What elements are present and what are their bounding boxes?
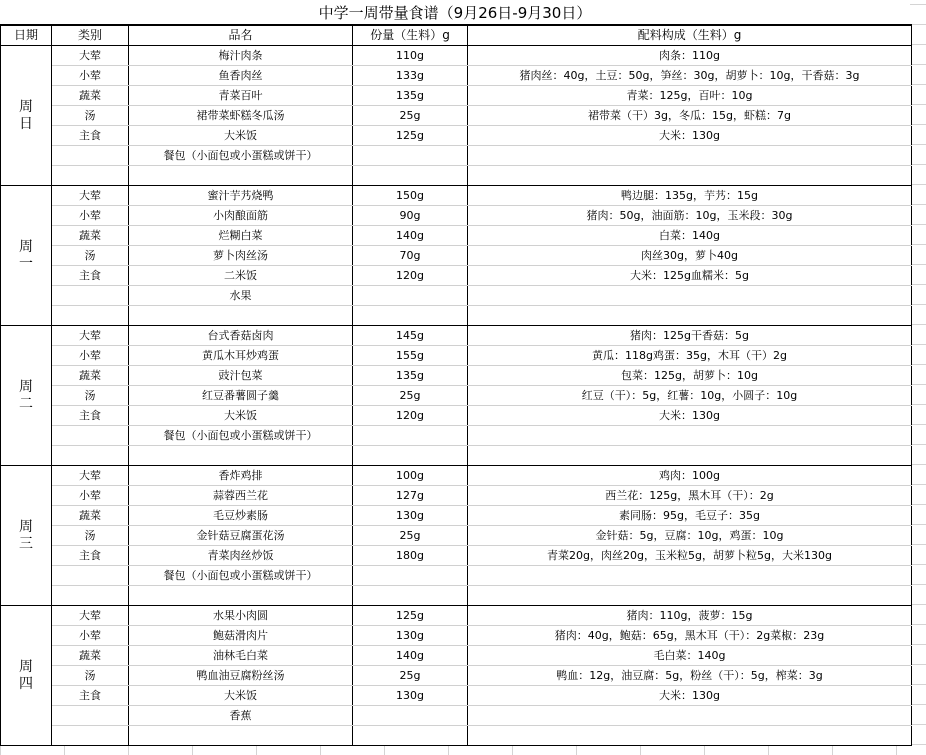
type-cell[interactable]: 主食: [52, 546, 129, 566]
type-cell[interactable]: 主食: [52, 126, 129, 146]
qty-cell[interactable]: 145g: [353, 326, 468, 346]
table-row: [1, 606, 912, 626]
type-cell[interactable]: 蔬菜: [52, 646, 129, 666]
name-cell[interactable]: 油林毛白菜: [129, 646, 353, 666]
table-row: [1, 246, 912, 266]
qty-cell[interactable]: [353, 166, 468, 186]
type-cell[interactable]: 小荤: [52, 626, 129, 646]
table-row: [1, 166, 912, 186]
qty-cell[interactable]: 25g: [353, 106, 468, 126]
ingredients-cell[interactable]: [468, 726, 912, 746]
type-cell[interactable]: [52, 286, 129, 306]
menu-body: [1, 46, 912, 746]
qty-cell[interactable]: [353, 726, 468, 746]
day-cell[interactable]: 周三: [1, 466, 52, 606]
ingredients-cell[interactable]: [468, 146, 912, 166]
table-row: [1, 666, 912, 686]
table-row: [1, 86, 912, 106]
name-cell[interactable]: 水果: [129, 286, 353, 306]
day-cell[interactable]: 周四: [1, 606, 52, 746]
table-row: [1, 686, 912, 706]
type-cell[interactable]: 汤: [52, 246, 129, 266]
name-cell[interactable]: 烂糊白菜: [129, 226, 353, 246]
type-cell[interactable]: 小荤: [52, 346, 129, 366]
qty-cell[interactable]: 180g: [353, 546, 468, 566]
qty-cell[interactable]: [353, 586, 468, 606]
type-cell[interactable]: [52, 706, 129, 726]
table-row: [1, 186, 912, 206]
day-cell[interactable]: 周日: [1, 46, 52, 186]
table-row: [1, 206, 912, 226]
header-date[interactable]: 日期: [1, 25, 52, 46]
type-cell[interactable]: 小荤: [52, 206, 129, 226]
type-cell[interactable]: [52, 166, 129, 186]
name-cell[interactable]: 鸭血油豆腐粉丝汤: [129, 666, 353, 686]
type-cell[interactable]: 大荤: [52, 326, 129, 346]
table-row: [1, 406, 912, 426]
ingredients-cell[interactable]: 包菜：125g，胡萝卜：10g: [468, 366, 912, 386]
table-row: [1, 366, 912, 386]
qty-cell[interactable]: 25g: [353, 386, 468, 406]
name-cell[interactable]: 大米饭: [129, 686, 353, 706]
header-row: [1, 25, 912, 46]
qty-cell[interactable]: 140g: [353, 226, 468, 246]
name-cell[interactable]: 小肉酿面筋: [129, 206, 353, 226]
page-title: 中学一周带量食谱（9月26日-9月30日）: [0, 0, 910, 24]
name-cell[interactable]: 蒜蓉西兰花: [129, 486, 353, 506]
qty-cell[interactable]: 120g: [353, 266, 468, 286]
table-row: [1, 506, 912, 526]
name-cell[interactable]: 香炸鸡排: [129, 466, 353, 486]
type-cell[interactable]: 蔬菜: [52, 366, 129, 386]
ingredients-cell[interactable]: 红豆（干）：5g，红薯：10g，小圆子：10g: [468, 386, 912, 406]
table-row: [1, 726, 912, 746]
table-row: [1, 306, 912, 326]
name-cell[interactable]: 红豆番薯圆子羹: [129, 386, 353, 406]
name-cell[interactable]: 大米饭: [129, 126, 353, 146]
name-cell[interactable]: 金针菇豆腐蛋花汤: [129, 526, 353, 546]
type-cell[interactable]: [52, 586, 129, 606]
ingredients-cell[interactable]: 猪肉：40g，鲍菇：65g，黑木耳（干）：2g菜椒：23g: [468, 626, 912, 646]
type-cell[interactable]: [52, 566, 129, 586]
qty-cell[interactable]: [353, 446, 468, 466]
table-row: [1, 486, 912, 506]
ingredients-cell[interactable]: 猪肉：50g，油面筋：10g，玉米段：30g: [468, 206, 912, 226]
ingredients-cell[interactable]: 大米：130g: [468, 126, 912, 146]
qty-cell[interactable]: 127g: [353, 486, 468, 506]
name-cell[interactable]: 青菜肉丝炒饭: [129, 546, 353, 566]
name-cell[interactable]: 台式香菇卤肉: [129, 326, 353, 346]
name-cell[interactable]: 大米饭: [129, 406, 353, 426]
table-row: [1, 266, 912, 286]
table-row: [1, 706, 912, 726]
ingredients-cell[interactable]: [468, 286, 912, 306]
type-cell[interactable]: 主食: [52, 266, 129, 286]
qty-cell[interactable]: 125g: [353, 126, 468, 146]
name-cell[interactable]: 餐包（小面包或小蛋糕或饼干）: [129, 426, 353, 446]
ingredients-cell[interactable]: 素同肠：95g，毛豆子：35g: [468, 506, 912, 526]
type-cell[interactable]: [52, 306, 129, 326]
type-cell[interactable]: 汤: [52, 106, 129, 126]
qty-cell[interactable]: [353, 286, 468, 306]
header-ingredients[interactable]: 配料构成（生料）g: [468, 25, 912, 46]
header-type[interactable]: 类别: [52, 25, 129, 46]
table-row: [1, 66, 912, 86]
name-cell[interactable]: [129, 446, 353, 466]
name-cell[interactable]: [129, 586, 353, 606]
name-cell[interactable]: [129, 306, 353, 326]
day-cell[interactable]: 周二: [1, 326, 52, 466]
qty-cell[interactable]: 140g: [353, 646, 468, 666]
name-cell[interactable]: 二米饭: [129, 266, 353, 286]
qty-cell[interactable]: [353, 566, 468, 586]
type-cell[interactable]: 大荤: [52, 606, 129, 626]
type-cell[interactable]: 大荤: [52, 186, 129, 206]
ingredients-cell[interactable]: 猪肉：110g，菠萝：15g: [468, 606, 912, 626]
name-cell[interactable]: 鱼香肉丝: [129, 66, 353, 86]
ingredients-cell[interactable]: 大米：125g血糯米：5g: [468, 266, 912, 286]
qty-cell[interactable]: 90g: [353, 206, 468, 226]
name-cell[interactable]: [129, 726, 353, 746]
qty-cell[interactable]: 125g: [353, 606, 468, 626]
qty-cell[interactable]: [353, 426, 468, 446]
qty-cell[interactable]: 100g: [353, 466, 468, 486]
ingredients-cell[interactable]: [468, 586, 912, 606]
table-row: [1, 226, 912, 246]
ingredients-cell[interactable]: 大米：130g: [468, 406, 912, 426]
type-cell[interactable]: 小荤: [52, 66, 129, 86]
qty-cell[interactable]: [353, 706, 468, 726]
table-row: [1, 426, 912, 446]
table-row: [1, 146, 912, 166]
type-cell[interactable]: 汤: [52, 526, 129, 546]
type-cell[interactable]: 蔬菜: [52, 506, 129, 526]
ingredients-cell[interactable]: 鸭血：12g，油豆腐：5g，粉丝（干）：5g，榨菜：3g: [468, 666, 912, 686]
type-cell[interactable]: 蔬菜: [52, 226, 129, 246]
ingredients-cell[interactable]: 黄瓜：118g鸡蛋：35g，木耳（干）2g: [468, 346, 912, 366]
ingredients-cell[interactable]: [468, 306, 912, 326]
name-cell[interactable]: 香蕉: [129, 706, 353, 726]
table-row: [1, 586, 912, 606]
qty-cell[interactable]: 25g: [353, 526, 468, 546]
name-cell[interactable]: 豉汁包菜: [129, 366, 353, 386]
ingredients-cell[interactable]: 青菜：125g，百叶：10g: [468, 86, 912, 106]
qty-cell[interactable]: 150g: [353, 186, 468, 206]
type-cell[interactable]: 大荤: [52, 466, 129, 486]
qty-cell[interactable]: 110g: [353, 46, 468, 66]
ingredients-cell[interactable]: [468, 446, 912, 466]
name-cell[interactable]: 梅汁肉条: [129, 46, 353, 66]
type-cell[interactable]: [52, 146, 129, 166]
day-cell[interactable]: 周一: [1, 186, 52, 326]
type-cell[interactable]: [52, 446, 129, 466]
name-cell[interactable]: 裙带菜虾糕冬瓜汤: [129, 106, 353, 126]
ingredients-cell[interactable]: [468, 166, 912, 186]
type-cell[interactable]: 汤: [52, 666, 129, 686]
ingredients-cell[interactable]: 毛白菜：140g: [468, 646, 912, 666]
header-qty[interactable]: 份量（生料）g: [353, 25, 468, 46]
ingredients-cell[interactable]: 猪肉：125g干香菇：5g: [468, 326, 912, 346]
name-cell[interactable]: 青菜百叶: [129, 86, 353, 106]
ingredients-cell[interactable]: 大米：130g: [468, 686, 912, 706]
type-cell[interactable]: [52, 426, 129, 446]
type-cell[interactable]: 主食: [52, 406, 129, 426]
qty-cell[interactable]: 70g: [353, 246, 468, 266]
ingredients-cell[interactable]: 肉条：110g: [468, 46, 912, 66]
qty-cell[interactable]: 155g: [353, 346, 468, 366]
name-cell[interactable]: 毛豆炒素肠: [129, 506, 353, 526]
name-cell[interactable]: 餐包（小面包或小蛋糕或饼干）: [129, 146, 353, 166]
qty-cell[interactable]: 25g: [353, 666, 468, 686]
table-row: [1, 126, 912, 146]
table-row: [1, 466, 912, 486]
table-row: [1, 346, 912, 366]
qty-cell[interactable]: [353, 306, 468, 326]
name-cell[interactable]: 餐包（小面包或小蛋糕或饼干）: [129, 566, 353, 586]
table-row: [1, 546, 912, 566]
table-row: [1, 446, 912, 466]
table-row: [1, 386, 912, 406]
name-cell[interactable]: [129, 166, 353, 186]
ingredients-cell[interactable]: 猪肉丝：40g，土豆：50g，笋丝：30g，胡萝卜：10g，干香菇：3g: [468, 66, 912, 86]
ingredients-cell[interactable]: 鸡肉：100g: [468, 466, 912, 486]
ingredients-cell[interactable]: 金针菇：5g，豆腐：10g，鸡蛋：10g: [468, 526, 912, 546]
table-row: [1, 326, 912, 346]
table-row: [1, 286, 912, 306]
name-cell[interactable]: 蜜汁芋艿烧鸭: [129, 186, 353, 206]
type-cell[interactable]: 大荤: [52, 46, 129, 66]
table-row: [1, 566, 912, 586]
table-row: [1, 46, 912, 66]
table-row: [1, 646, 912, 666]
ingredients-cell[interactable]: [468, 566, 912, 586]
name-cell[interactable]: 萝卜肉丝汤: [129, 246, 353, 266]
ingredients-cell[interactable]: 裙带菜（干）3g，冬瓜：15g，虾糕：7g: [468, 106, 912, 126]
type-cell[interactable]: [52, 726, 129, 746]
qty-cell[interactable]: 130g: [353, 626, 468, 646]
type-cell[interactable]: 蔬菜: [52, 86, 129, 106]
table-row: [1, 106, 912, 126]
qty-cell[interactable]: 130g: [353, 686, 468, 706]
table-row: [1, 626, 912, 646]
name-cell[interactable]: 黄瓜木耳炒鸡蛋: [129, 346, 353, 366]
ingredients-cell[interactable]: 肉丝30g，萝卜40g: [468, 246, 912, 266]
name-cell[interactable]: 水果小肉圆: [129, 606, 353, 626]
header-name[interactable]: 品名: [129, 25, 353, 46]
qty-cell[interactable]: 133g: [353, 66, 468, 86]
ingredients-cell[interactable]: 鸭边腿：135g，芋艿：15g: [468, 186, 912, 206]
menu-table: [0, 24, 912, 746]
qty-cell[interactable]: 135g: [353, 86, 468, 106]
ingredients-cell[interactable]: 西兰花：125g，黑木耳（干）：2g: [468, 486, 912, 506]
qty-cell[interactable]: 120g: [353, 406, 468, 426]
type-cell[interactable]: 主食: [52, 686, 129, 706]
ingredients-cell[interactable]: [468, 426, 912, 446]
qty-cell[interactable]: 130g: [353, 506, 468, 526]
type-cell[interactable]: 小荤: [52, 486, 129, 506]
ingredients-cell[interactable]: [468, 706, 912, 726]
qty-cell[interactable]: 135g: [353, 366, 468, 386]
ingredients-cell[interactable]: 白菜：140g: [468, 226, 912, 246]
name-cell[interactable]: 鲍菇滑肉片: [129, 626, 353, 646]
table-row: [1, 526, 912, 546]
qty-cell[interactable]: [353, 146, 468, 166]
type-cell[interactable]: 汤: [52, 386, 129, 406]
ingredients-cell[interactable]: 青菜20g，肉丝20g，玉米粒5g，胡萝卜粒5g，大米130g: [468, 546, 912, 566]
